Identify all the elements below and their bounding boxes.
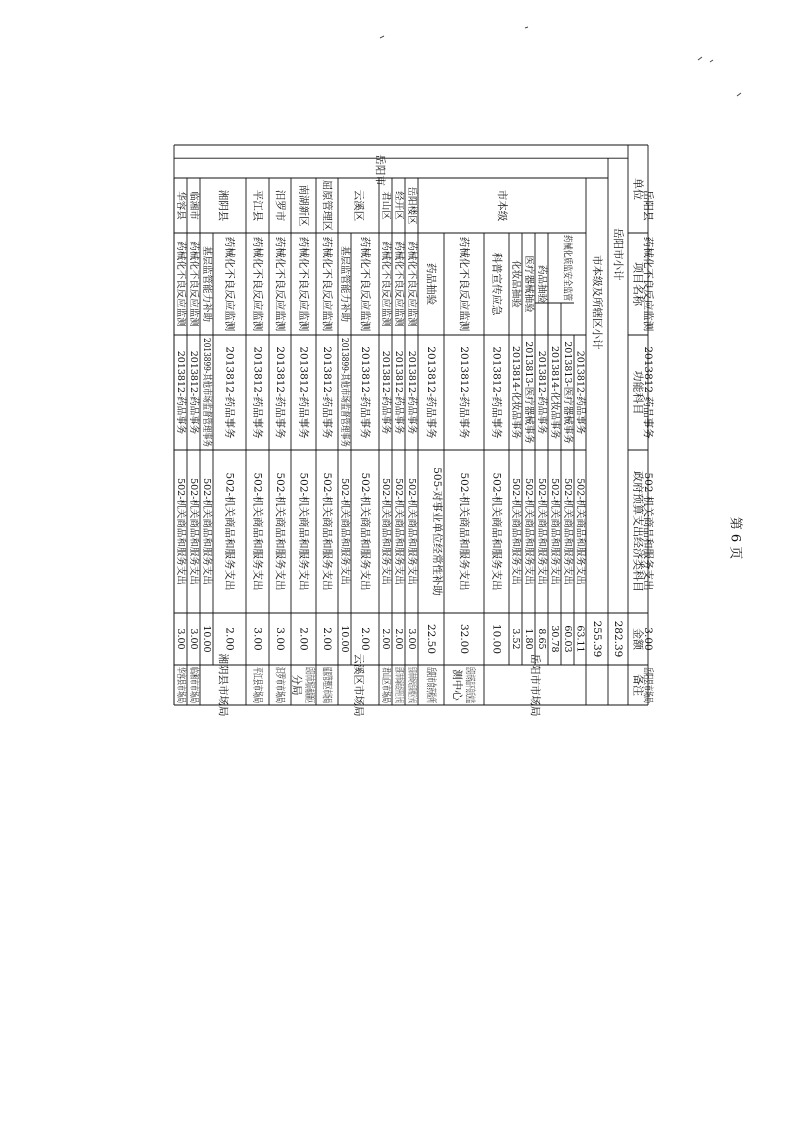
project-cell: 药品抽验 bbox=[425, 263, 437, 305]
econ-cell: 502-机关商品和服务支出 bbox=[251, 472, 264, 591]
econ-cell: 502-机关商品和服务支出 bbox=[562, 478, 573, 585]
remark-cell: 岳阳市市场局经开区分局 bbox=[393, 667, 404, 772]
project-cell: 药械化不良反应监测 bbox=[406, 241, 417, 327]
remark-cell: 华容县市场局 bbox=[175, 667, 186, 724]
econ-cell: 502-机关商品和服务支出 bbox=[523, 478, 534, 585]
amount-cell: 3.00 bbox=[274, 627, 286, 651]
econ-cell: 502-机关商品和服务支出 bbox=[380, 478, 391, 585]
func-cell: 2013812-药品事务 bbox=[274, 346, 286, 439]
amount-cell: 3.00 bbox=[642, 627, 654, 651]
func-cell: 2013814-化妆品事务 bbox=[510, 345, 521, 440]
amount-cell: 32.00 bbox=[458, 623, 470, 655]
municipal-subtotal-label: 市本级及所辖区小计 bbox=[591, 255, 603, 350]
city-subtotal-amount: 282.39 bbox=[612, 620, 624, 658]
unit-cell: 经开区 bbox=[393, 191, 404, 220]
unit-xiangyin: 湘阴县 bbox=[217, 189, 229, 222]
unit-yunxi: 云溪区 bbox=[352, 189, 365, 222]
func-cell: 2013812-药品事务 bbox=[188, 350, 199, 435]
project-cell: 药械化不良反应监测 bbox=[251, 236, 264, 332]
remark-cell: 平江县市场局 bbox=[251, 667, 264, 730]
amount-cell: 1.80 bbox=[523, 628, 534, 650]
amount-cell: 22.50 bbox=[425, 623, 437, 655]
econ-cell: 502-机关商品和服务支出 bbox=[223, 472, 236, 591]
unit-cell: 南湖新区 bbox=[297, 184, 310, 227]
project-cell: 药械化不良反应监测 bbox=[458, 236, 470, 332]
header-econ: 政府预算支出经济类科目 bbox=[631, 471, 645, 592]
amount-cell: 2.00 bbox=[380, 628, 391, 650]
project-cell: 药械化不良反应监测 bbox=[175, 241, 186, 327]
amount-cell: 8.65 bbox=[536, 628, 547, 650]
amount-cell: 3.00 bbox=[251, 627, 264, 651]
header-remark: 备注 bbox=[631, 674, 645, 696]
econ-cell: 502-机关商品和服务支出 bbox=[490, 472, 503, 591]
remark-cell: 岳阳市食药检所 bbox=[425, 667, 437, 741]
func-cell: 2013813-医疗器械事务 bbox=[523, 341, 534, 444]
func-cell: 2013814-化妆品事务 bbox=[549, 345, 560, 440]
city-subtotal-label: 岳阳市小计 bbox=[612, 228, 624, 281]
econ-cell: 502-机关商品和服务支出 bbox=[297, 472, 310, 591]
project-cell: 药械化不良反应监测 bbox=[359, 236, 371, 332]
header-func: 功能科目 bbox=[631, 370, 645, 415]
func-cell: 2013812-药品事务 bbox=[380, 350, 391, 435]
header-project: 项目名称 bbox=[631, 262, 645, 306]
amount-cell: 3.00 bbox=[406, 628, 417, 650]
scan-marks bbox=[380, 27, 741, 96]
econ-cell: 502-机关商品和服务支出 bbox=[574, 478, 586, 585]
remark-cell: 汨罗市市场局 bbox=[274, 667, 286, 730]
project-cell: 医疗器械抽验 bbox=[523, 255, 534, 313]
project-cell: 药械化不良反应监测 bbox=[274, 236, 286, 332]
amount-cell: 60.03 bbox=[562, 625, 573, 653]
project-cell: 药械化不良反应监测 bbox=[223, 236, 236, 332]
project-cell: 化妆品抽验 bbox=[510, 260, 521, 308]
econ-cell: 502-机关商品和服务支出 bbox=[458, 472, 470, 591]
municipal-subtotal-amount: 255.39 bbox=[591, 620, 603, 658]
unit-cell: 华容县 bbox=[175, 191, 186, 220]
unit-cell: 岳阳县 bbox=[642, 189, 654, 222]
econ-cell: 502-机关商品和服务支出 bbox=[274, 472, 286, 591]
unit-cell: 临湘市 bbox=[188, 191, 199, 220]
func-cell: 2013812-药品事务 bbox=[458, 346, 470, 439]
page-number: 第 6 页 bbox=[727, 516, 743, 560]
econ-cell: 502-机关商品和服务支出 bbox=[188, 478, 199, 585]
project-cell: 药械化不良反应监测 bbox=[642, 236, 654, 332]
func-cell: 2013899-其他市场监督管理事务 bbox=[339, 338, 350, 479]
project-cell: 药械化不良反应监测 bbox=[297, 236, 310, 332]
amount-cell: 3.00 bbox=[188, 628, 199, 650]
remark-cell: 屈原管理区市场局 bbox=[321, 667, 333, 751]
remark-cell: 岳阳市市场局岳阳楼区分局 bbox=[406, 667, 417, 782]
unit-cell: 君山区 bbox=[380, 191, 391, 220]
econ-cell: 502-机关商品和服务支出 bbox=[510, 478, 521, 585]
amount-cell: 2.00 bbox=[359, 627, 371, 651]
remark-cell: 君山区市场局 bbox=[380, 667, 391, 724]
header-amount: 金额 bbox=[631, 628, 645, 650]
func-cell: 2013813-医疗器械事务 bbox=[562, 341, 573, 444]
econ-cell: 502-机关商品和服务支出 bbox=[393, 478, 404, 585]
project-cell: 基层监管能力补助 bbox=[339, 245, 350, 323]
remark-yunxi: 云溪区市场局 bbox=[352, 653, 365, 717]
amount-cell: 3.52 bbox=[510, 628, 521, 650]
func-cell: 2013812-药品事务 bbox=[297, 346, 310, 439]
func-cell: 2013812-药品事务 bbox=[393, 350, 404, 435]
amount-cell: 63.11 bbox=[574, 625, 586, 653]
func-cell: 2013812-药品事务 bbox=[359, 346, 371, 439]
econ-cell: 502-机关商品和服务支出 bbox=[642, 472, 654, 591]
func-cell: 2013812-药品事务 bbox=[490, 346, 503, 439]
unit-cell: 屈原管理区 bbox=[321, 180, 333, 233]
unit-cell: 岳阳楼区 bbox=[406, 186, 417, 225]
project-cell: 药械化不良反应监测 bbox=[393, 241, 404, 327]
func-cell: 2013812-药品事务 bbox=[175, 350, 186, 435]
header-unit: 单位 bbox=[631, 178, 645, 200]
remark-cell: 岳阳市市场局南湖新区分局 bbox=[290, 667, 316, 772]
amount-cell: 10.00 bbox=[201, 625, 212, 653]
func-cell: 2013812-药品事务 bbox=[406, 350, 417, 435]
project-cell: 药械化质监安全监管 bbox=[561, 235, 573, 321]
amount-cell: 10.00 bbox=[490, 623, 503, 655]
project-cell: 基层监管能力补助 bbox=[201, 245, 212, 323]
remark-cell: 岳阳市药品不良反应监测中心 bbox=[451, 667, 476, 772]
func-cell: 2013812-药品事务 bbox=[251, 346, 264, 439]
amount-cell: 10.00 bbox=[339, 625, 350, 653]
func-cell: 2013812-药品事务 bbox=[321, 346, 333, 439]
func-cell: 2013812-药品事务 bbox=[574, 350, 586, 435]
func-cell: 2013812-药品事务 bbox=[642, 346, 654, 439]
table-text bbox=[175, 154, 655, 782]
func-cell: 2013812-药品事务 bbox=[536, 350, 547, 435]
project-cell: 药械化不良反应监测 bbox=[321, 236, 333, 332]
econ-cell: 505-对事业单位经常性补助 bbox=[431, 467, 443, 596]
econ-cell: 502-机关商品和服务支出 bbox=[201, 478, 212, 585]
econ-cell: 502-机关商品和服务支出 bbox=[406, 478, 417, 585]
remark-xiangyin: 湘阴县市场局 bbox=[217, 653, 229, 717]
project-cell: 药品抽验 bbox=[536, 264, 547, 304]
econ-cell: 502-机关商品和服务支出 bbox=[175, 478, 186, 585]
amount-cell: 30.78 bbox=[549, 625, 560, 653]
amount-cell: 3.00 bbox=[175, 628, 186, 650]
econ-cell: 502-机关商品和服务支出 bbox=[536, 478, 547, 585]
econ-cell: 502-机关商品和服务支出 bbox=[321, 472, 333, 591]
func-cell: 2013812-药品事务 bbox=[425, 346, 437, 439]
unit-municipal: 市本级 bbox=[496, 189, 508, 222]
amount-cell: 2.00 bbox=[393, 628, 404, 650]
unit-cell: 汨罗市 bbox=[274, 189, 286, 222]
econ-cell: 502-机关商品和服务支出 bbox=[549, 478, 560, 585]
amount-cell: 2.00 bbox=[297, 627, 310, 651]
remark-municipal: 岳阳市市场局 bbox=[529, 653, 541, 717]
unit-cell: 平江县 bbox=[251, 189, 264, 222]
func-cell: 2013899-其他市场监督管理事务 bbox=[201, 338, 212, 479]
budget-table bbox=[174, 145, 655, 782]
amount-cell: 2.00 bbox=[223, 627, 236, 651]
project-cell: 药械化不良反应监测 bbox=[188, 241, 199, 327]
project-cell: 药械化不良反应监测 bbox=[380, 241, 391, 327]
remark-cell: 临湘市市场局 bbox=[188, 667, 199, 724]
remark-cell: 岳阳县市场局 bbox=[642, 667, 654, 730]
econ-cell: 502-机关商品和服务支出 bbox=[359, 472, 371, 591]
econ-cell: 502-机关商品和服务支出 bbox=[339, 478, 350, 585]
amount-cell: 2.00 bbox=[321, 627, 333, 651]
city-label: 岳阳市 bbox=[374, 154, 386, 186]
project-cell: 科普宣传应急 bbox=[490, 252, 503, 316]
func-cell: 2013812-药品事务 bbox=[223, 346, 236, 439]
